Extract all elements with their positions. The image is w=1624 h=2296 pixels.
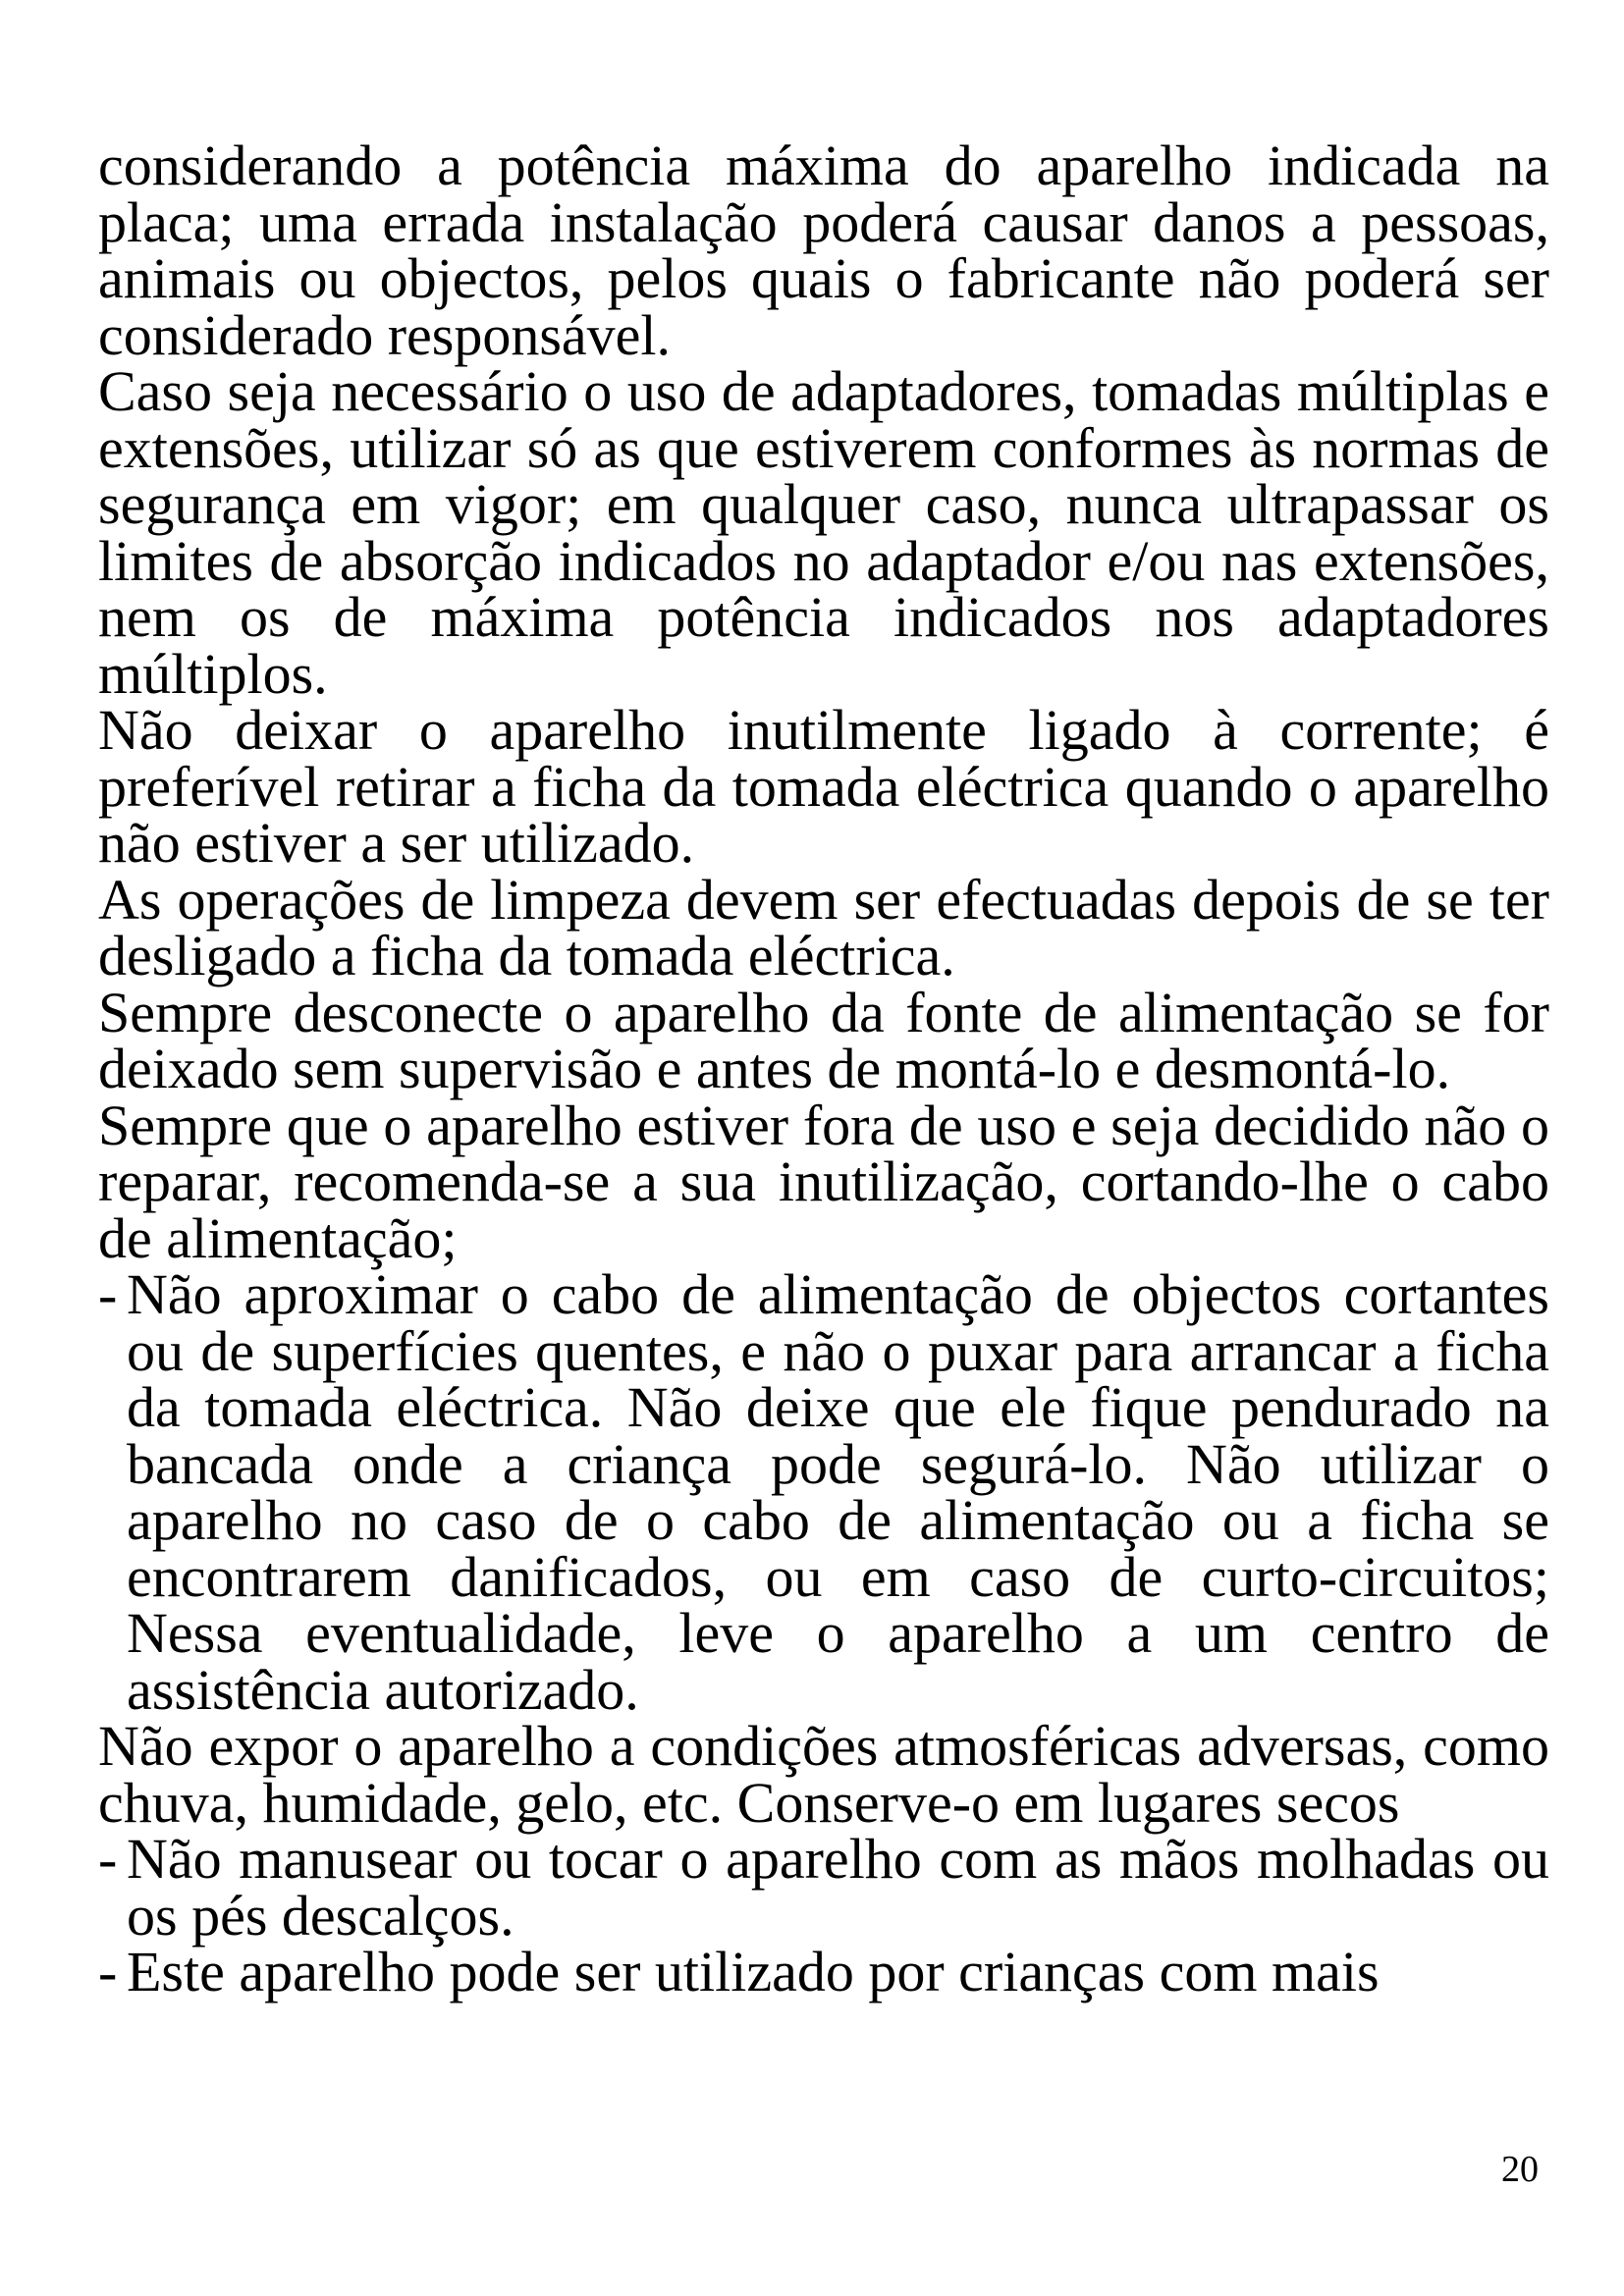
paragraph-disposal-cut-cable: Sempre que o aparelho estiver fora de uso e seja decidido não o reparar, recomenda-se a sua inutilização, cortando-lhe o cabo de alimentação; <box>98 1093 1549 1270</box>
paragraph-weather-conditions: Não expor o aparelho a condições atmosféricas adversas, como chuva, humidade, gelo, etc. Conserve-o em lugares secos <box>98 1714 1549 1835</box>
bullet-text-children-use: Este aparelho pode ser utilizado por crianças com mais <box>127 1940 1380 2003</box>
bullet-item-power-cable <box>98 1262 1549 1722</box>
bullet-dash: - <box>98 1262 118 1326</box>
bullet-item-children-use <box>98 1940 1549 2003</box>
bullet-item-wet-hands <box>98 1827 1549 1948</box>
bullet-dash: - <box>98 1940 118 2003</box>
paragraph-disconnect-supervision: Sempre desconecte o aparelho da fonte de alimentação se for deixado sem supervisão e antes de montá-lo e desmontá-lo. <box>98 980 1549 1100</box>
bullet-text-wet-hands: Não manusear ou tocar o aparelho com as mãos molhadas ou os pés descalços. <box>127 1827 1549 1948</box>
paragraph-unplug-when-unused: Não deixar o aparelho inutilmente ligado à corrente; é preferível retirar a ficha da tomada eléctrica quando o aparelho não estiver a ser utilizado. <box>98 698 1549 875</box>
paragraph-adapters-extensions: Caso seja necessário o uso de adaptadores, tomadas múltiplas e extensões, utilizar só as que estiverem conformes às normas de segurança em vigor; em qualquer caso, nunca ultrapassar os limites de absorção indicados no adaptador e/ou nas extensões, nem os de máxima potência indicados nos adaptadores múltiplos. <box>98 359 1549 706</box>
bullet-dash: - <box>98 1827 118 1891</box>
paragraph-cleaning-operations: As operações de limpeza devem ser efectuadas depois de se ter desligado a ficha da tomada eléctrica. <box>98 867 1549 988</box>
bullet-text-power-cable: Não aproximar o cabo de alimentação de objectos cortantes ou de superfícies quentes, e não o puxar para arrancar a ficha da tomada eléctrica. Não deixe que ele fique pendurado na bancada onde a criança pode segurá-lo. Não utilizar o aparelho no caso de o cabo de alimentação ou a ficha se encontrarem danificados, ou em caso de curto-circuitos; Nessa eventualidade, leve o aparelho a um centro de assistência autorizado. <box>127 1262 1549 1722</box>
page-number: 20 <box>1501 2149 1539 2190</box>
paragraph-installation-responsibility: considerando a potência máxima do aparelho indicada na placa; uma errada instalação poderá causar danos a pessoas, animais ou objectos, pelos quais o fabricante não poderá ser considerado responsável. <box>98 133 1549 367</box>
manual-page-body <box>98 133 1549 2003</box>
